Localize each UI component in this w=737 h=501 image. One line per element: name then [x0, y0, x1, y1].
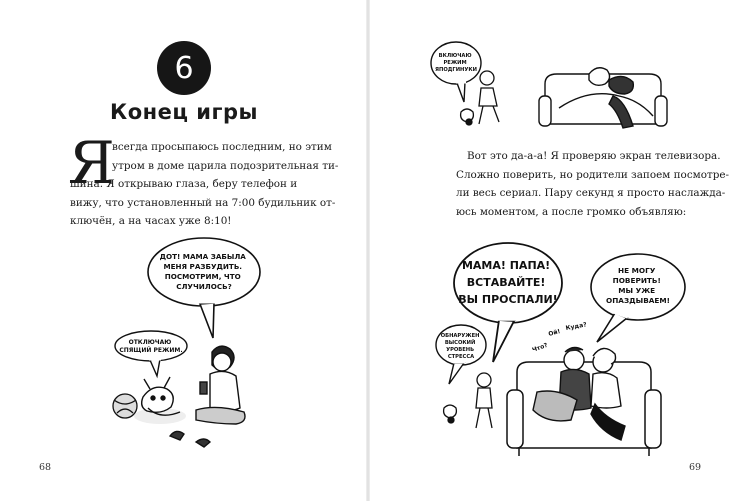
svg-text:ОТКЛЮЧАЮ СПЯЩИЙ РЕЖИ [119, 339, 182, 354]
bubble-line: МАМА! ПАПА! [461, 259, 551, 272]
paragraph-line: утром в доме царила подозрительная ти- [112, 159, 339, 172]
chapter-title: Конец игры [110, 100, 258, 124]
bubble-line: РЕЖИМ [443, 60, 467, 66]
bubble-line: МЕНЯ РАЗБУДИТЬ. [163, 262, 243, 271]
page-number: 69 [689, 462, 702, 473]
bubble-line: МЫ УЖЕ [618, 286, 656, 295]
svg-text:МАМА! ПАПА! ВСТАВАЙТ [458, 259, 557, 306]
right-page [369, 0, 737, 501]
bubble-line: СТРЕССА [447, 354, 475, 360]
bubble-line: ПОВЕРИТЬ! [612, 276, 661, 285]
bubble-line: ПОСМОТРИМ, ЧТО [164, 272, 241, 281]
boy-speech-bubble [148, 238, 260, 338]
bubble-line: ДОТ! МАМА ЗАБЫЛА [159, 252, 246, 261]
bubble-line: ВЫСОКИЙ [444, 340, 476, 346]
robot-speech-bubble [115, 331, 187, 376]
chapter-number-badge: 6 [157, 41, 211, 95]
paragraph-line: ли весь сериал. Пару секунд я просто наслажда- [456, 187, 726, 199]
exclamation-text: Ой! [547, 328, 562, 338]
bubble-line: ВКЛЮЧАЮ [438, 53, 472, 59]
bubble-line: СЛУЧИЛОСЬ? [176, 282, 232, 291]
paragraph-line: вижу, что установленный на 7:00 будильник от- [70, 196, 336, 209]
bubble-line: ОТКЛЮЧАЮ [128, 339, 172, 346]
drop-cap: Я [68, 129, 115, 197]
bubble-line: НЕ МОГУ [618, 266, 656, 275]
left-page [0, 0, 368, 501]
bubble-line: УРОВЕНЬ [446, 347, 475, 353]
parents-speech-bubble [591, 254, 685, 342]
ball-drawing [113, 394, 137, 418]
exclamation-text: Куда? [565, 321, 588, 332]
paragraph-line: ключён, а на часах уже 8:10! [70, 215, 232, 227]
boy-drawing [170, 346, 245, 447]
left-illustration [0, 0, 368, 501]
bubble-line: ВСТАВАЙТЕ! [466, 276, 546, 289]
paragraph-line: юсь моментом, а после громко объявляю: [456, 205, 687, 218]
page-number: 68 [39, 462, 52, 473]
bubble-line: ВЫ ПРОСПАЛИ! [458, 293, 558, 306]
bubble-line: СПЯЩИЙ РЕЖИМ. [119, 347, 183, 354]
bubble-line: ЯПОДГИНУКИ [435, 67, 477, 73]
robot-dog-drawing [134, 377, 186, 424]
paragraph-line: Вот это да-а-а! Я проверяю экран телевизора. [467, 150, 721, 162]
paragraph-line: шина. Я открываю глаза, беру телефон и [70, 178, 298, 190]
bubble-line: ОПАЗДЫВАЕМ! [606, 296, 670, 305]
paragraph-line: Сложно поверить, но родители запоем посмотре- [456, 168, 730, 181]
exclamation-text: Что? [531, 341, 549, 354]
right-bottom-illustration [369, 0, 737, 501]
bubble-line: ОБНАРУЖЕН [440, 333, 480, 339]
paragraph-line: всегда просыпаюсь последним, но этим [112, 141, 332, 153]
